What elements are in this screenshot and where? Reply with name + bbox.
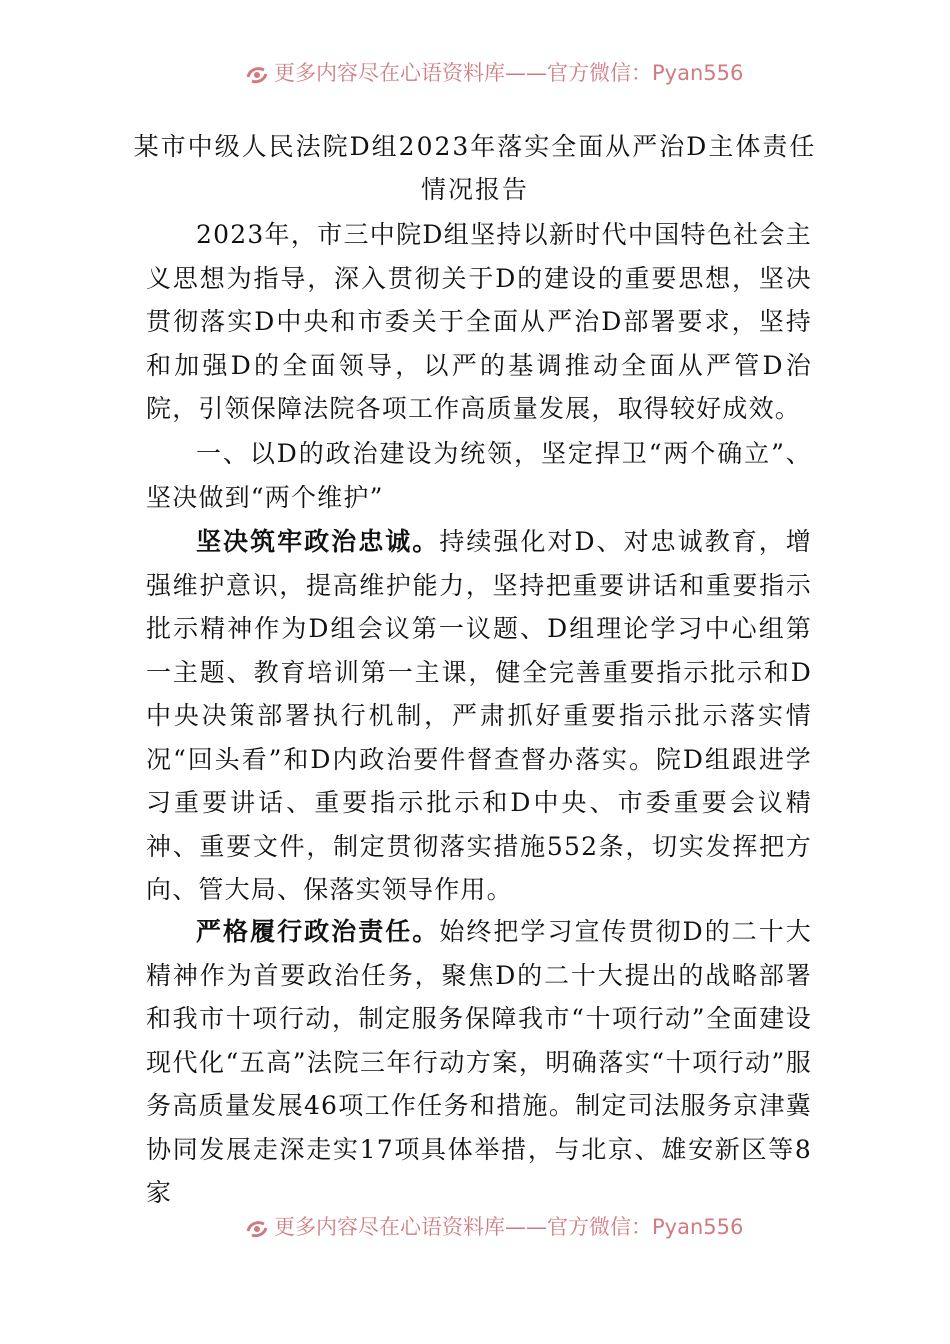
paragraph-lead-heading: 严格履行政治责任。 bbox=[196, 917, 440, 946]
paragraph-political-loyalty bbox=[146, 520, 812, 912]
paragraph-lead-heading: 坚决筑牢政治忠诚。 bbox=[196, 527, 440, 556]
paragraph-political-responsibility bbox=[146, 910, 812, 1215]
paragraph-body: 持续强化对D、对忠诚教育，增强维护意识，提高维护能力，坚持把重要讲话和重要指示批示精神作为D组会议第一议题、D组理论学习中心组第一主题、教育培训第一主课，健全完善重要指示批示和D中央决策部署执行机制，严肃抓好重要指示批示落实情况“回头看”和D内政治要件督查督办落实。院D组跟进学习重要讲话、重要指示批示和D中央、市委重要会议精神、重要文件，制定贯彻落实措施552条，切实发挥把方向、管大局、保落实领导作用。 bbox=[146, 527, 812, 904]
watermark-text-top: 更多内容尽在心语资料库——官方微信：Pyan556 bbox=[274, 61, 744, 85]
logo-icon bbox=[244, 61, 270, 86]
header-watermark bbox=[0, 52, 950, 86]
watermark-text-bottom: 更多内容尽在心语资料库——官方微信：Pyan556 bbox=[274, 1215, 744, 1239]
footer-watermark bbox=[0, 1206, 950, 1240]
logo-icon bbox=[244, 1215, 270, 1240]
paragraph-body: 始终把学习宣传贯彻D的二十大精神作为首要政治任务，聚焦D的二十大提出的战略部署和我市十项行动，制定服务保障我市“十项行动”全面建设现代化“五高”法院三年行动方案，明确落实“十项行动”服务高质量发展46项工作任务和措施。制定司法服务京津冀协同发展走深走实17项具体举措，与北京、雄安新区等8家 bbox=[146, 917, 812, 1207]
intro-paragraph: 2023年，市三中院D组坚持以新时代中国特色社会主义思想为指导，深入贯彻关于D的建设的重要思想，坚决贯彻落实D中央和市委关于全面从严治D部署要求，坚持和加强D的全面领导，以严的基调推动全面从严管D治院，引领保障法院各项工作高质量发展，取得较好成效。 bbox=[146, 220, 812, 423]
document-title-line1: 某市中级人民法院D组2023年落实全面从严治D主体责任 bbox=[133, 132, 817, 161]
document-title-line2: 情况报告 bbox=[420, 175, 529, 204]
section-heading-1: 一、以D的政治建设为统领，坚定捍卫“两个确立”、坚决做到“两个维护” bbox=[146, 439, 812, 512]
